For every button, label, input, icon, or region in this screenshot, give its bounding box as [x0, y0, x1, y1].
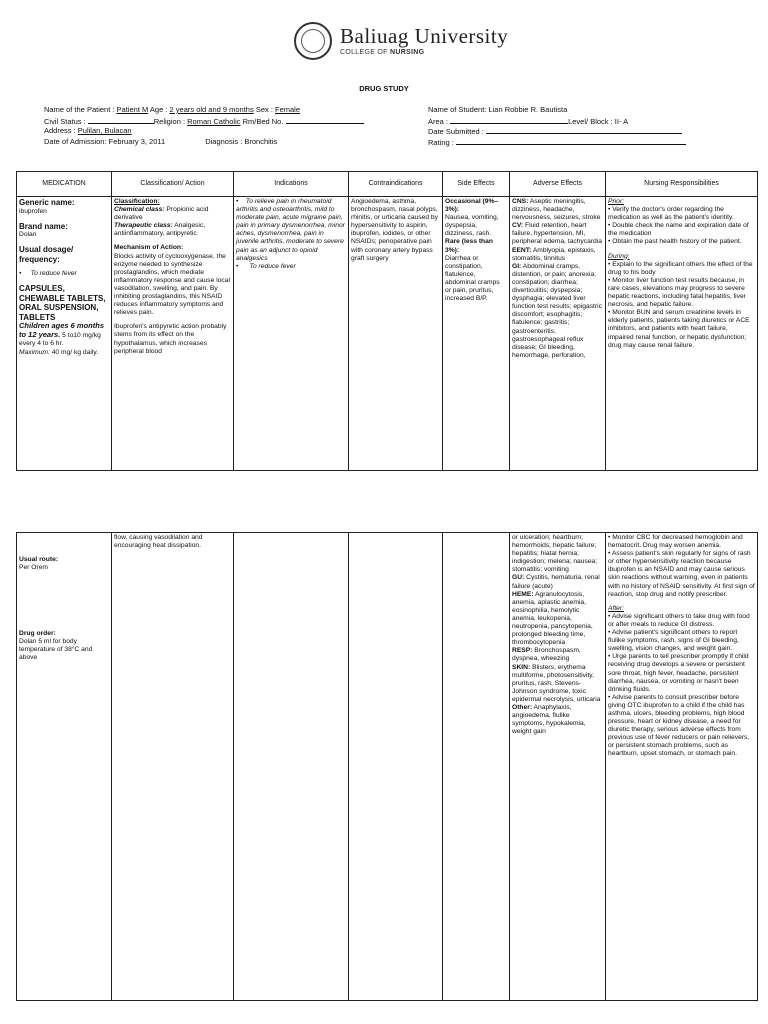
table-row	[17, 533, 758, 1001]
contraindications-cell: Angioedema, asthma, bronchospasm, nasal polyps, rhinitis, or urticaria caused by hypersensitivity to aspirin, ibuprofen, iodides, or other NSAIDs; perioperative pain with coronary artery bypass graft surgery	[349, 197, 443, 471]
nursing-responsibilities-cell: • Monitor CBC for decreased hemoglobin and hematocrit. Drug may worsen anemia. • Assess patient's skin regularly for signs of rash or other hypersensitivity reaction because ibuprofen is an NSAID and may cause serious skin reactions without warning, even in patients with no history of NSAID sensitivity. At first sign of reaction, stop drug and notify prescriber. After: • Advise significant others to take drug with food or after meals to reduce GI distress. • Advise patient's significant others to report flulike symptoms, rash, signs of GI bleeding, swelling, vision changes, and weight gain. • Urge parents to tell prescriber promptly if child receiving drug develops a severe or persistent sore throat, high fever, headache, persistent diarrhea, nausea, or vomiting or hasn't been drinking fluids. • Advise parents to consult prescriber before giving OTC ibuprofen to a child if the child has asthma, ulcers, bleeding problems, high blood pressure, heart or kidney disease, a need for diuretic therapy, serious adverse effects from previous use of fever reducers or pain relievers, or persistent stomach problems, such as heartburn, upset stomach, or stomach pain.	[606, 533, 758, 1001]
university-logo	[292, 22, 522, 64]
adverse-effects-cell: CNS: Aseptic meningitis, dizziness, headache, nervousness, seizures, stroke CV: Fluid retention, heart failure, hypertension, MI, peripheral edema, tachycardia EENT: Amblyopia, epistaxis, stomatitis, tinnitus GI: Abdominal cramps, distention, or pain; anorexia; constipation; diarrhea; diverticulitis; dyspepsia; dysphagia; elevated liver function test results; epigastric discomfort; esophagitis; flatulence; gastritis; gastroenteritis; gastroesophageal reflux disease; GI bleeding, hemorrhage, perforation,	[510, 197, 606, 471]
table-row	[17, 197, 758, 471]
column-header: Adverse Effects	[510, 172, 606, 197]
column-header: Nursing Responsibilities	[606, 172, 758, 197]
medication-cell: Generic name: ibuprofen Brand name: Dolan Usual dosage/ frequency: • To reduce fever CAPSULES, CHEWABLE TABLETS, ORAL SUSPENSION, TABLETS Children ages 6 months to 12 years. 5 to10 mg/kg every 4 to 6 hr. Maximum: 40 mg/ kg daily.	[17, 197, 112, 471]
indications-cell	[234, 533, 349, 1001]
contraindications-cell	[349, 533, 443, 1001]
patient-info: Name of the Patient : Patient M Age : 2 years old and 9 months Sex : Female Civil Status : Religion : Roman Catholic Rm/Bed No. Address : Pulilan, Bulacan Date of Admission: February 3, 2011 Diagnosis : Bronchitis	[44, 105, 364, 147]
table-header-row	[17, 172, 758, 197]
medication-cell: Usual route: Per Orem Drug order: Dolan 5 ml for body temperature of 38°C and above	[17, 533, 112, 1001]
column-header: Indications	[234, 172, 349, 197]
column-header: Classification/ Action	[112, 172, 234, 197]
column-header: MEDICATION	[17, 172, 112, 197]
side-effects-cell: Occasional (9%–3%): Nausea, vomiting, dyspepsia, dizziness, rash. Rare (less than 3%): Diarrhea or constipation, flatulence, abdominal cramps or pain, pruritus, increased B/P.	[443, 197, 510, 471]
column-header: Side Effects	[443, 172, 510, 197]
drug-study-table-2	[16, 532, 758, 1001]
student-info: Name of Student: Lian Robbie R. Bautista Area : Level/ Block : II- A Date Submitted : Rating :	[428, 105, 686, 147]
classification-cell: Classification: Chemical class: Propionic acid derivative Therapeutic class: Analgesic, antiinflammatory, antipyretic Mechanism of Action: Blocks activity of cyclooxygenase, the enzyme needed to synthesize prostaglandins, which mediate inflammatory response and cause local vasodilation, swelling, and pain. By inhibiting prostaglandins, this NSAID reduces inflammatory symptoms and relieves pain. Ibuprofen's antipyretic action probably stems from its effect on the hypothalamus, which increases peripheral blood	[112, 197, 234, 471]
document-title: DRUG STUDY	[359, 84, 409, 93]
university-name: Baliuag University	[340, 24, 509, 48]
college-name: COLLEGE OF NURSING	[340, 49, 425, 56]
classification-cell: flow, causing vasodilation and encouraging heat dissipation.	[112, 533, 234, 1001]
side-effects-cell	[443, 533, 510, 1001]
nursing-responsibilities-cell: Prior: • Verify the doctor's order regarding the medication as well as the patient's identity. • Double check the name and expiration date of the medication • Obtain the past health history of the patient. During: • Explain to the significant others the effect of the drug to his body • Monitor liver function test results because, in rare cases, elevations may progress to severe hepatic reactions, including fatal hepatitis, liver necrosis, and hepatic failure. • Monitor BUN and serum creatinine levels in elderly patients, patients taking diuretics or ACE inhibitors, and patients with heart failure, impaired renal function, or hepatic dysfunction; drug may cause renal failure.	[606, 197, 758, 471]
indications-cell: • To relieve pain in rheumatoid arthritis and osteoarthritis, mild to moderate pain, acute migraine pain, pain in primary dysmenorrhea, minor aches, dysmenorrhea, pain in juvenile arthritis, moderate to severe pain as an adjunct to opioid analgesics • To reduce fever	[234, 197, 349, 471]
drug-study-table-1	[16, 171, 758, 471]
adverse-effects-cell: or ulceration; heartburn; hemorrhoids; hepatic failure; hepatitis; hiatal hernia; indigestion; melena; nausea; stomatitis; vomiting GU: Cystitis, hematuria, renal failure (acute) HEME: Agranulocytosis, anemia, aplastic anemia, eosinophilia, hemolytic anemia, leukopenia, neutropenia, pancytopenia, prolonged bleeding time, thrombocytopenia RESP: Bronchospasm, dyspnea, wheezing SKIN: Blisters, erythema multiforme, photosensitivity, pruritus, rash, Stevens- Johnson syndrome, toxic epidermal necrolysis, urticaria Other: Anaphylaxis, angioedema, flulike symptoms, hypokalemia, weight gain	[510, 533, 606, 1001]
university-seal-icon	[294, 22, 332, 60]
column-header: Contraindications	[349, 172, 443, 197]
